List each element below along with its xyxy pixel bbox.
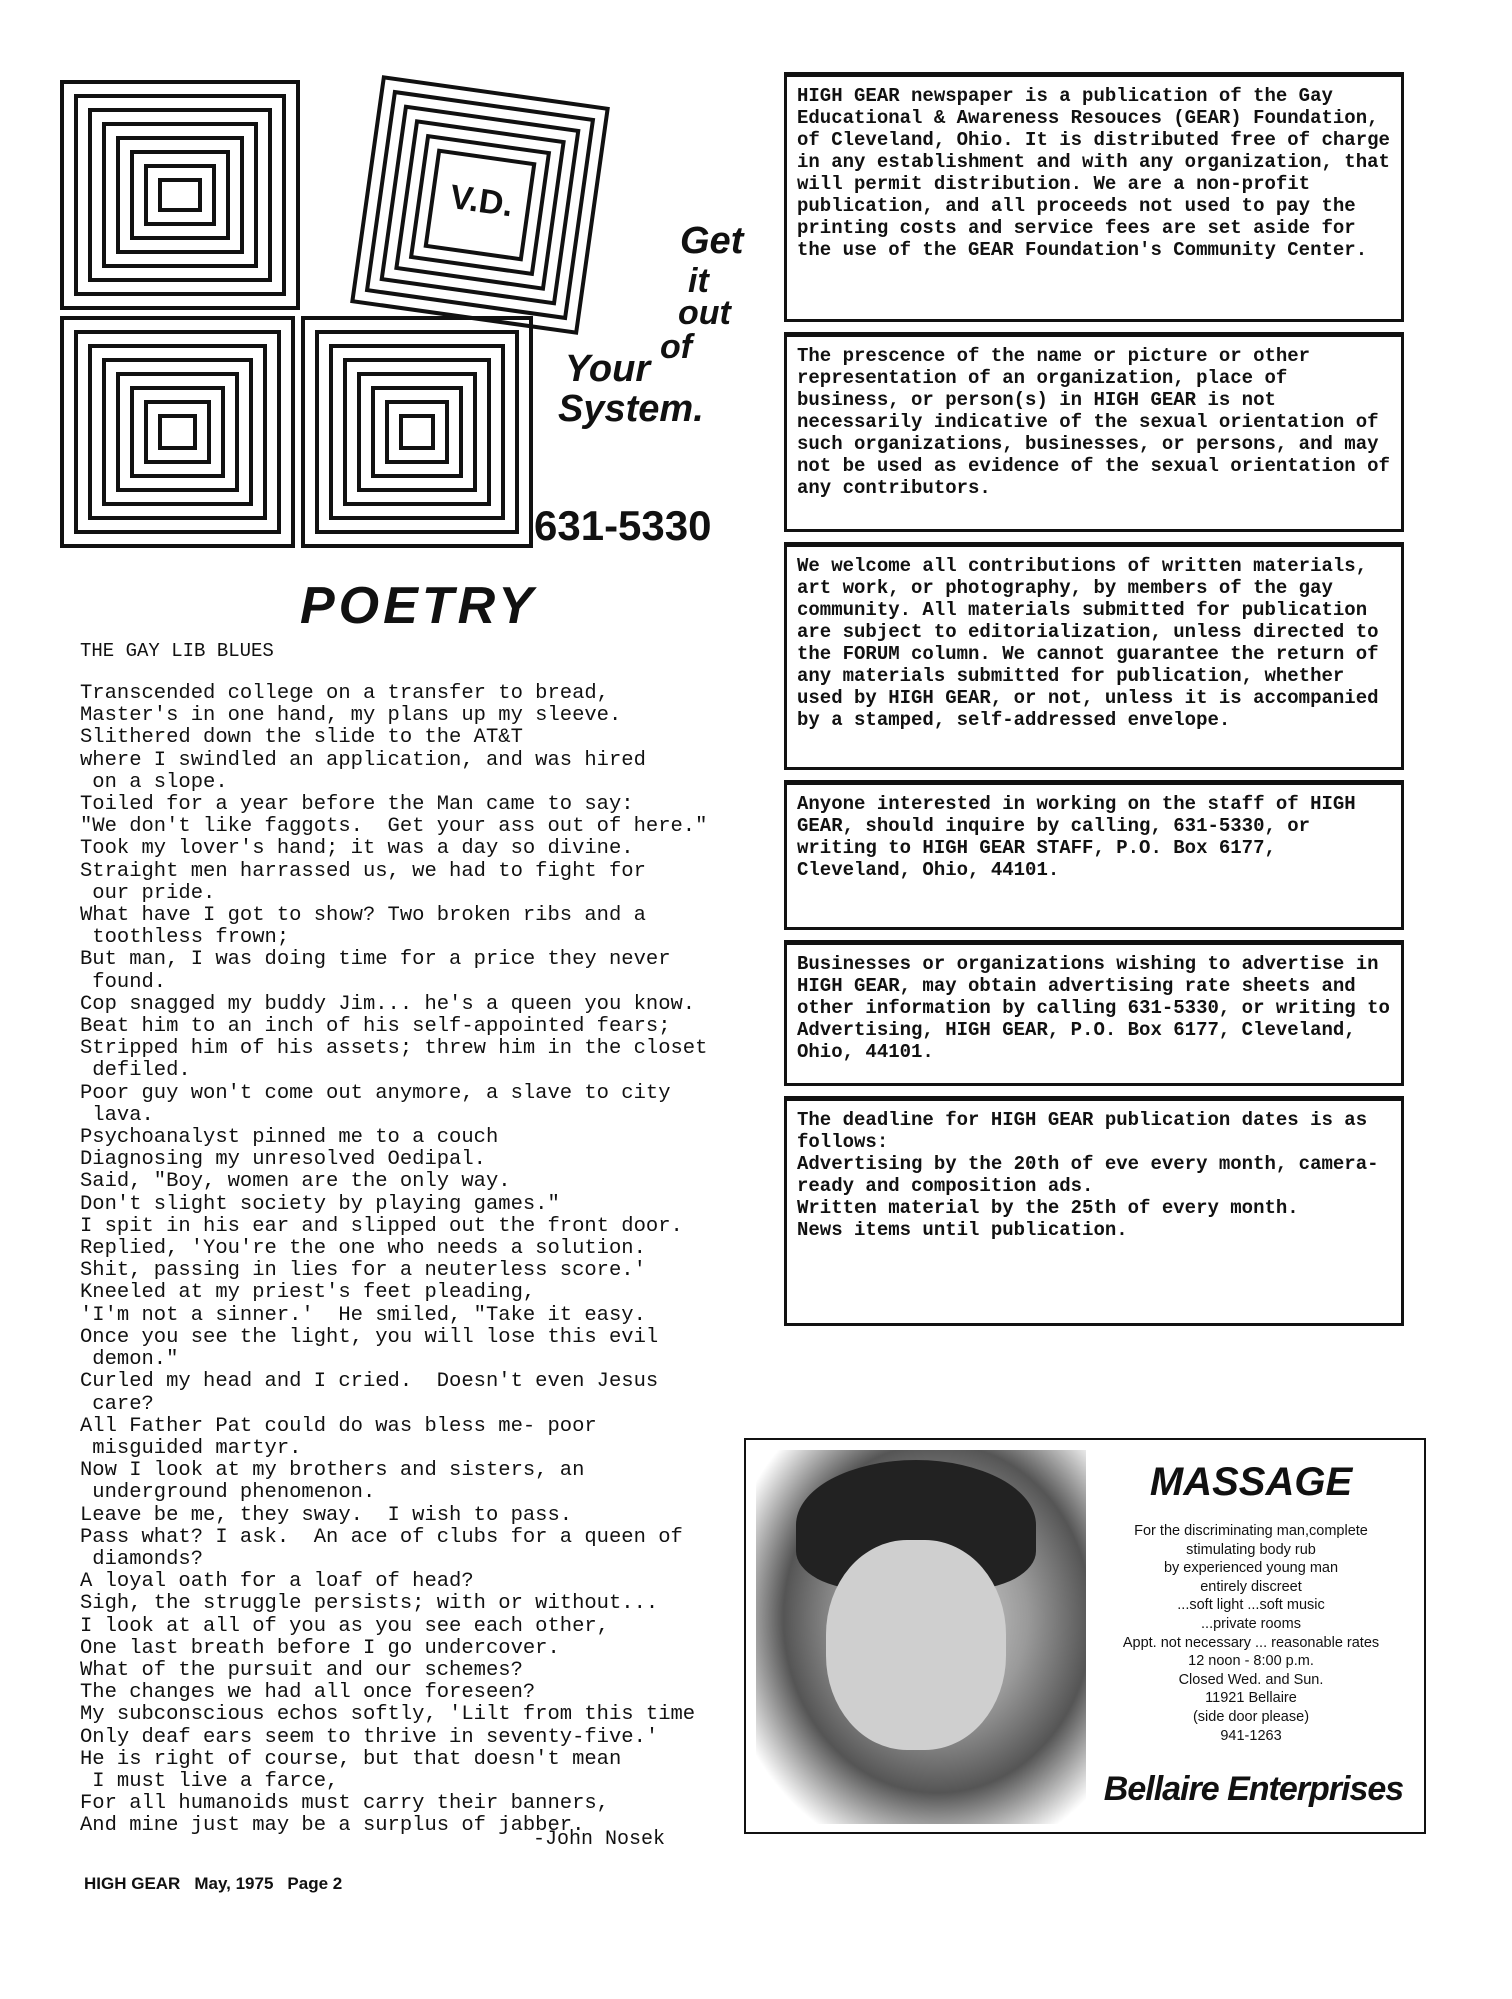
poem-line: I must live a farce, — [80, 1769, 339, 1793]
poem-line: 'I'm not a sinner.' He smiled, "Take it easy. — [80, 1303, 646, 1327]
massage-line: ...soft light ...soft music — [1177, 1597, 1325, 1614]
poem-line: Don't slight society by playing games." — [80, 1192, 560, 1216]
massage-line: ...private rooms — [1201, 1615, 1301, 1632]
deadline-intro: The deadline for HIGH GEAR publication dates is as follows: — [797, 1109, 1368, 1153]
poem-line: our pride. — [80, 881, 216, 905]
vd-label: V.D. — [447, 177, 516, 225]
poem-line: Kneeled at my priest's feet pleading, — [80, 1281, 536, 1305]
poem-title: THE GAY LIB BLUES — [80, 640, 274, 662]
poem-line: One last breath before I go undercover. — [80, 1636, 560, 1660]
poem-author: -John Nosek — [533, 1828, 666, 1851]
poem-line: Diagnosing my unresolved Oedipal. — [80, 1148, 486, 1172]
poem-line: Slithered down the slide to the AT&T — [80, 726, 523, 750]
poem-line: Curled my head and I cried. Doesn't even Jesus — [80, 1370, 659, 1394]
about-box — [784, 72, 1404, 322]
poem-line: Shit, passing in lies for a neuterless score.' — [80, 1259, 646, 1283]
advertising-box — [784, 940, 1404, 1086]
poem-line: misguided martyr. — [80, 1436, 302, 1460]
massage-title: MASSAGE — [1149, 1460, 1353, 1504]
poem-line: A loyal oath for a loaf of head? — [80, 1570, 474, 1594]
poem-line: Said, "Boy, women are the only way. — [80, 1170, 511, 1194]
poem-line: lava. — [80, 1103, 154, 1127]
massage-advertisement — [744, 1438, 1426, 1834]
poem-line: Replied, 'You're the one who needs a solution. — [80, 1237, 646, 1261]
deadline-box — [784, 1096, 1404, 1326]
business-name: Bellaire Enterprises — [1103, 1770, 1404, 1808]
poem-line: demon." — [80, 1348, 179, 1372]
poem-line: "We don't like faggots. Get your ass out of here." — [80, 815, 708, 839]
contributions-box — [784, 542, 1404, 770]
poem-line: defiled. — [80, 1059, 191, 1083]
poem-line: Transcended college on a transfer to bread, — [80, 682, 609, 705]
massage-line: 11921 Bellaire — [1205, 1690, 1297, 1707]
staff-text: Anyone interested in working on the staff of HIGH GEAR, should inquire by calling, 631-5330, or writing to HIGH GEAR STAFF, P.O. Box 6177, Cleveland, Ohio, 44101. — [797, 793, 1356, 881]
poem-line: The changes we had all once foreseen? — [80, 1681, 536, 1705]
poem-line: Now I look at my brothers and sisters, an — [80, 1459, 585, 1483]
massage-line: by experienced young man — [1163, 1560, 1339, 1577]
advertising-text: Businesses or organizations wishing to advertise in HIGH GEAR, may obtain advertising rate sheets and other information by calling 631-5330, or writing to Advertising, HIGH GEAR, P.O. Box 6177, Cleveland, Ohio, 44101. — [797, 953, 1390, 1063]
footer-page-number: Page 2 — [287, 1874, 343, 1893]
massage-details — [1086, 1522, 1416, 1745]
poem-line: He is right of course, but that doesn't mean — [80, 1747, 622, 1771]
info-boxes-column — [784, 72, 1404, 1326]
poem-body — [80, 683, 750, 1838]
poem-line: Pass what? I ask. An ace of clubs for a queen of — [80, 1525, 683, 1549]
poem-line: What have I got to show? Two broken ribs and a — [80, 904, 646, 928]
poem-line: Toiled for a year before the Man came to say: — [80, 793, 634, 817]
slogan-word: it — [688, 262, 709, 300]
concentric-squares-graphic — [60, 80, 300, 310]
poem-line: diamonds? — [80, 1547, 204, 1571]
poem-line: Stripped him of his assets; threw him in the closet — [80, 1037, 708, 1061]
poem-line: And mine just may be a surplus of jabber. — [80, 1814, 585, 1838]
deadline-item: Written material by the 25th of every month. — [797, 1197, 1299, 1219]
massage-line: Closed Wed. and Sun. — [1178, 1671, 1324, 1688]
slogan-word: System. — [558, 388, 704, 430]
slogan-word: of — [660, 328, 693, 366]
poem-line: Once you see the light, you will lose this evil — [80, 1325, 659, 1349]
disclaimer-text: The prescence of the name or picture or other representation of an organization, place of business, or person(s) in HIGH GEAR is not necessarily indicative of the sexual orientation of such organizations, businesses, or persons, and may not be used as evidence of the sexual orientation of any contributors. — [797, 345, 1390, 499]
about-text: HIGH GEAR newspaper is a publication of the Gay Educational & Awareness Resouces (GEAR) Foundation, of Cleveland, Ohio. It is distributed free of charge in any establishment and with any organization, that will permit distribution. We are a non-profit publication, and all proceeds not used to pay the printing costs and service fees are set aside for the use of the GEAR Foundation's Community Center. — [797, 85, 1390, 261]
poem-line: All Father Pat could do was bless me- poor — [80, 1414, 597, 1438]
footer-publication: HIGH GEAR — [84, 1874, 181, 1893]
poem-line: Cop snagged my buddy Jim... he's a queen you know. — [80, 992, 696, 1016]
massage-line: (side door please) — [1192, 1708, 1310, 1725]
poem-line: where I swindled an application, and was hired — [80, 748, 646, 772]
contributions-text: We welcome all contributions of written materials, art work, or photography, by members of the gay community. All materials submitted for publication are subject to editorialization, unless directed to the FORUM column. We cannot guarantee the return of any materials submitted for publication, whether used by HIGH GEAR, or not, unless it is accompanied by a stamped, self-addressed envelope. — [797, 555, 1379, 731]
poem-line: on a slope. — [80, 770, 228, 794]
poem-line: Straight men harrassed us, we had to fight for — [80, 859, 646, 883]
poem-line: I look at all of you as you see each other, — [80, 1614, 609, 1638]
slogan-word: Get — [680, 220, 744, 262]
poem-line: Only deaf ears seem to thrive in seventy-five.' — [80, 1725, 659, 1749]
concentric-squares-graphic — [60, 316, 295, 548]
poem-line: For all humanoids must carry their banners, — [80, 1792, 609, 1816]
deadline-item: News items until publication. — [797, 1219, 1128, 1241]
massage-line: 941-1263 — [1220, 1727, 1282, 1744]
page-footer — [84, 1874, 356, 1894]
poem-line: found. — [80, 970, 167, 994]
massage-line: stimulating body rub — [1186, 1541, 1316, 1558]
poem-line: Sigh, the struggle persists; with or without... — [80, 1592, 659, 1616]
slogan-word: out — [678, 294, 731, 332]
man-photo — [756, 1450, 1086, 1824]
poem-line: toothless frown; — [80, 926, 290, 950]
vd-phone-number: 631-5330 — [534, 502, 712, 549]
poem-line: But man, I was doing time for a price they never — [80, 948, 671, 972]
disclaimer-box — [784, 332, 1404, 532]
poem-line: Beat him to an inch of his self-appointed fears; — [80, 1015, 671, 1039]
footer-date: May, 1975 — [194, 1874, 274, 1893]
massage-line: entirely discreet — [1200, 1578, 1302, 1595]
massage-line: 12 noon - 8:00 p.m. — [1188, 1653, 1314, 1670]
poem-line: Poor guy won't come out anymore, a slave to city — [80, 1081, 671, 1105]
poem-line: underground phenomenon. — [80, 1481, 376, 1505]
tilted-squares-graphic — [350, 75, 610, 335]
slogan-word: Your — [565, 348, 651, 390]
poem-line: I spit in his ear and slipped out the front door. — [80, 1214, 683, 1238]
poem-line: Leave be me, they sway. I wish to pass. — [80, 1503, 573, 1527]
poem-line: My subconscious echos softly, 'Lilt from this time — [80, 1703, 696, 1727]
poem-line: care? — [80, 1392, 154, 1416]
deadline-item: Advertising by the 20th of eve every month, camera-ready and composition ads. — [797, 1153, 1379, 1197]
poem-line: Psychoanalyst pinned me to a couch — [80, 1126, 499, 1150]
section-title-poetry: POETRY — [300, 577, 537, 635]
massage-line: For the discriminating man,complete — [1134, 1523, 1368, 1539]
poem-line: Master's in one hand, my plans up my sleeve. — [80, 704, 622, 728]
poem-line: What of the pursuit and our schemes? — [80, 1658, 523, 1682]
massage-line: Appt. not necessary ... reasonable rates — [1122, 1634, 1380, 1651]
vd-advertisement — [60, 80, 760, 560]
staff-box — [784, 780, 1404, 930]
concentric-squares-graphic — [301, 316, 533, 548]
poem-line: Took my lover's hand; it was a day so divine. — [80, 837, 634, 861]
